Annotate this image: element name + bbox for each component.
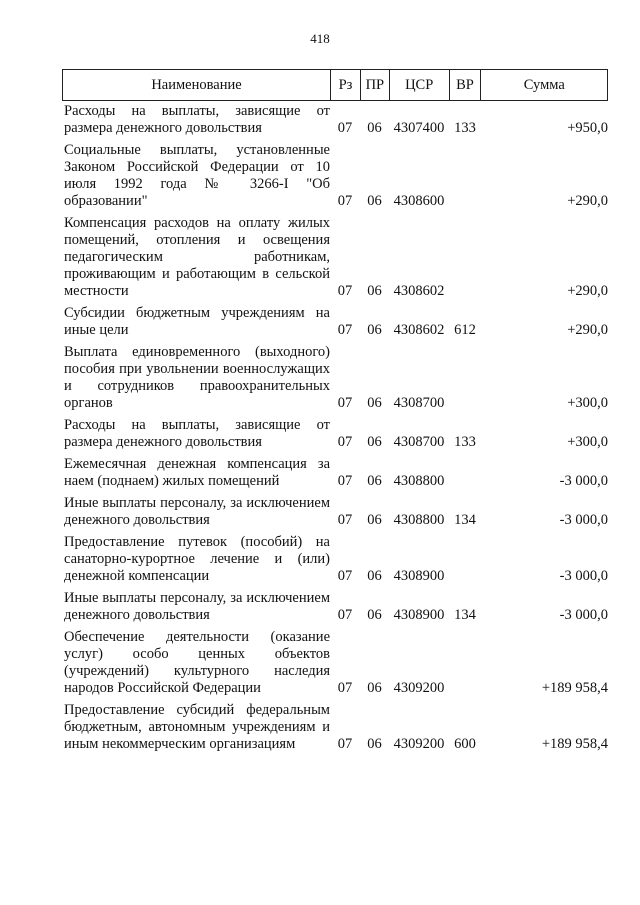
table-row	[62, 103, 608, 137]
cell-csr: 4308700	[393, 395, 445, 411]
cell-name: Предоставление путевок (пособий) на санаторно-курортное лечение и (или) денежной компенсации	[64, 534, 330, 584]
cell-name: Расходы на выплаты, зависящие от размера денежного довольствия	[64, 103, 330, 136]
cell-pr: 06	[367, 607, 382, 623]
cell-rz: 07	[337, 607, 353, 623]
header-rz: Рз	[330, 70, 360, 100]
cell-rz: 07	[337, 568, 353, 584]
cell-pr: 06	[367, 193, 382, 209]
cell-pr: 06	[367, 434, 382, 450]
cell-name: Компенсация расходов на оплату жилых помещений, отопления и освещения педагогическим работникам, проживающим и работающим в сельской местности	[64, 215, 330, 299]
cell-sum: -3 000,0	[559, 568, 608, 584]
table-row	[62, 215, 608, 300]
cell-name: Иные выплаты персоналу, за исключением денежного довольствия	[64, 495, 330, 528]
cell-csr: 4308900	[393, 607, 445, 623]
cell-pr: 06	[367, 680, 382, 696]
cell-csr: 4308800	[393, 512, 445, 528]
cell-rz: 07	[337, 473, 353, 489]
budget-table	[62, 69, 608, 758]
page-number: 418	[310, 31, 330, 46]
header-name: Наименование	[151, 76, 242, 93]
cell-name: Ежемесячная денежная компенсация за наем (поднаем) жилых помещений	[64, 456, 330, 489]
cell-csr: 4307400	[393, 120, 445, 136]
cell-sum: +290,0	[567, 322, 608, 338]
cell-sum: +189 958,4	[541, 736, 608, 752]
cell-pr: 06	[367, 568, 382, 584]
table-row	[62, 702, 608, 753]
cell-csr: 4308700	[393, 434, 445, 450]
header-csr: ЦСР	[389, 70, 449, 100]
cell-sum: +300,0	[567, 395, 608, 411]
table-row	[62, 590, 608, 624]
cell-pr: 06	[367, 736, 382, 752]
cell-sum: +290,0	[567, 193, 608, 209]
cell-csr: 4308800	[393, 473, 445, 489]
cell-csr: 4308602	[393, 322, 445, 338]
cell-rz: 07	[337, 283, 353, 299]
header-pr: ПР	[360, 70, 389, 100]
cell-name: Выплата единовременного (выходного) пособия при увольнении военнослужащих и сотрудников правоохранительных органов	[64, 344, 330, 411]
cell-rz: 07	[337, 736, 353, 752]
header-sum: Сумма	[480, 70, 607, 100]
table-row	[62, 344, 608, 412]
table-row	[62, 495, 608, 529]
cell-name: Расходы на выплаты, зависящие от размера денежного довольствия	[64, 417, 330, 450]
cell-name: Субсидии бюджетным учреждениям на иные цели	[64, 305, 330, 338]
cell-csr: 4309200	[393, 680, 445, 696]
cell-name: Обеспечение деятельности (оказание услуг) особо ценных объектов (учреждений) культурного наследия народов Российской Федерации	[64, 629, 330, 696]
cell-pr: 06	[367, 120, 382, 136]
cell-rz: 07	[337, 512, 353, 528]
cell-csr: 4308602	[393, 283, 445, 299]
cell-sum: +189 958,4	[541, 680, 608, 696]
cell-sum: +300,0	[567, 434, 608, 450]
cell-rz: 07	[337, 680, 353, 696]
cell-rz: 07	[337, 120, 353, 136]
cell-name: Социальные выплаты, установленные Законом Российской Федерации от 10 июля 1992 года № 3266-I "Об образовании"	[64, 142, 330, 209]
cell-csr: 4308600	[393, 193, 445, 209]
table-row	[62, 142, 608, 210]
cell-pr: 06	[367, 473, 382, 489]
cell-sum: -3 000,0	[559, 607, 608, 623]
cell-rz: 07	[337, 395, 353, 411]
table-row	[62, 629, 608, 697]
header-vr: ВР	[449, 70, 481, 100]
cell-pr: 06	[367, 283, 382, 299]
table-body	[62, 103, 608, 753]
table-header	[62, 69, 608, 101]
cell-sum: -3 000,0	[559, 512, 608, 528]
cell-sum: -3 000,0	[559, 473, 608, 489]
cell-sum: +290,0	[567, 283, 608, 299]
cell-name: Иные выплаты персоналу, за исключением денежного довольствия	[64, 590, 330, 623]
cell-vr: 133	[454, 434, 476, 450]
cell-csr: 4308900	[393, 568, 445, 584]
table-row	[62, 305, 608, 339]
cell-rz: 07	[337, 193, 353, 209]
table-row	[62, 534, 608, 585]
cell-rz: 07	[337, 322, 353, 338]
cell-vr: 600	[454, 736, 476, 752]
cell-pr: 06	[367, 512, 382, 528]
table-row	[62, 417, 608, 451]
cell-vr: 133	[454, 120, 476, 136]
cell-pr: 06	[367, 322, 382, 338]
cell-pr: 06	[367, 395, 382, 411]
cell-vr: 612	[454, 322, 476, 338]
cell-vr: 134	[454, 607, 476, 623]
cell-rz: 07	[337, 434, 353, 450]
cell-vr: 134	[454, 512, 476, 528]
cell-csr: 4309200	[393, 736, 445, 752]
cell-sum: +950,0	[567, 120, 608, 136]
cell-name: Предоставление субсидий федеральным бюджетным, автономным учреждениям и иным некоммерческим организациям	[64, 702, 330, 752]
table-row	[62, 456, 608, 490]
